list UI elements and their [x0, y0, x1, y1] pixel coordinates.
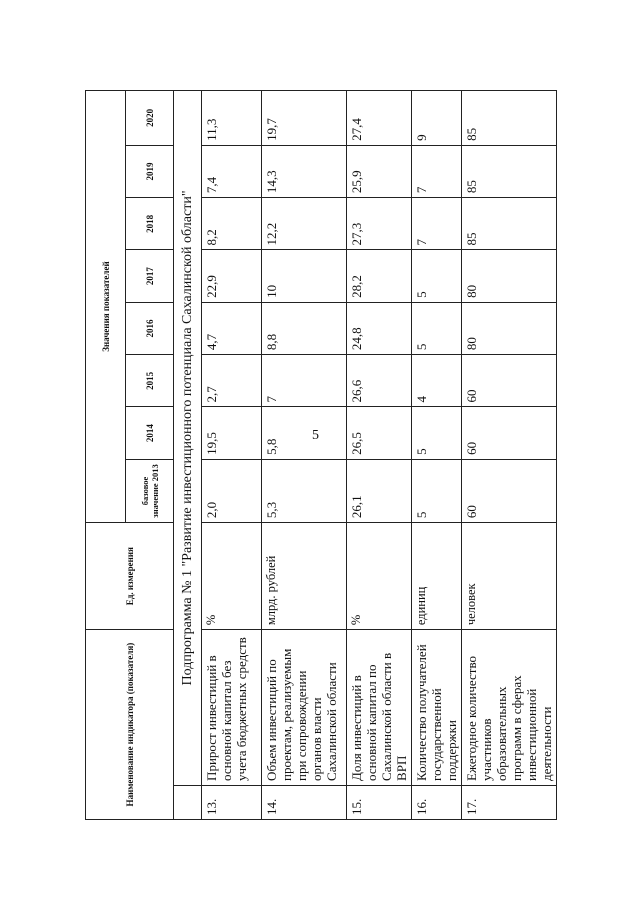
header-indicator: Наименование индикатора (показателя) — [86, 630, 174, 820]
row-name: Прирост инвестиций в основной капитал без учета бюджетных средств — [202, 630, 262, 786]
row-value: 11,3 — [202, 91, 262, 146]
row-value: 2,7 — [202, 355, 262, 407]
row-unit: % — [202, 523, 262, 630]
row-value: 85 — [462, 198, 557, 250]
row-value: 7 — [262, 355, 347, 407]
row-name: Объем инвестиций по проектам, реализуемым при сопровождении органов власти Сахалинской области — [262, 630, 347, 786]
row-number: 13. — [202, 785, 262, 819]
row-value: 60 — [462, 355, 557, 407]
row-value: 12,2 — [262, 198, 347, 250]
row-value: 80 — [462, 302, 557, 354]
table-row — [262, 91, 347, 820]
row-unit: млрд. рублей — [262, 523, 347, 630]
row-number: 14. — [262, 785, 347, 819]
header-values-group: Значения показателей — [86, 91, 126, 523]
row-name: Ежегодное количество участников образовательных программ в сферах инвестиционной деятельности — [462, 630, 557, 786]
row-unit: человек — [462, 523, 557, 630]
row-value: 5 — [412, 250, 462, 302]
row-value: 8,8 — [262, 302, 347, 354]
row-base: 60 — [462, 459, 557, 522]
table-row — [202, 91, 262, 820]
row-value: 85 — [462, 91, 557, 146]
row-value: 85 — [462, 145, 557, 197]
row-value: 4,7 — [202, 302, 262, 354]
table-row — [462, 91, 557, 820]
row-number: 15. — [347, 785, 412, 819]
indicators-table — [85, 90, 557, 820]
header-year: 2019 — [126, 145, 174, 197]
row-value: 7 — [412, 145, 462, 197]
row-value: 5 — [412, 407, 462, 459]
row-unit: % — [347, 523, 412, 630]
row-value: 25,9 — [347, 145, 412, 197]
row-value: 5 — [412, 302, 462, 354]
table-row — [347, 91, 412, 820]
row-value: 80 — [462, 250, 557, 302]
header-year: 2018 — [126, 198, 174, 250]
row-value: 7 — [412, 198, 462, 250]
row-value: 19,7 — [262, 91, 347, 146]
row-value: 27,3 — [347, 198, 412, 250]
row-value: 26,5 — [347, 407, 412, 459]
row-name: Доля инвестиций в основной капитал по Сахалинской области в ВРП — [347, 630, 412, 786]
subprogram-blank-cell — [174, 785, 202, 819]
header-year: 2015 — [126, 355, 174, 407]
row-value: 8,2 — [202, 198, 262, 250]
header-year: 2014 — [126, 407, 174, 459]
header-base: базовое значение 2013 — [126, 459, 174, 522]
row-value: 26,6 — [347, 355, 412, 407]
row-value: 4 — [412, 355, 462, 407]
table-row — [412, 91, 462, 820]
row-number: 16. — [412, 785, 462, 819]
row-value: 14,3 — [262, 145, 347, 197]
rotated-table-container — [85, 90, 554, 820]
row-base: 26,1 — [347, 459, 412, 522]
header-unit: Ед. измерения — [86, 523, 174, 630]
row-value: 28,2 — [347, 250, 412, 302]
row-value: 5,8 — [262, 407, 347, 459]
row-value: 27,4 — [347, 91, 412, 146]
row-base: 2,0 — [202, 459, 262, 522]
header-year: 2017 — [126, 250, 174, 302]
row-base: 5,3 — [262, 459, 347, 522]
row-number: 17. — [462, 785, 557, 819]
row-value: 7,4 — [202, 145, 262, 197]
header-year: 2020 — [126, 91, 174, 146]
row-value: 9 — [412, 91, 462, 146]
row-base: 5 — [412, 459, 462, 522]
row-name: Количество получателей государственной поддержки — [412, 630, 462, 786]
row-unit: единиц — [412, 523, 462, 630]
header-year: 2016 — [126, 302, 174, 354]
row-value: 24,8 — [347, 302, 412, 354]
row-value: 22,9 — [202, 250, 262, 302]
subprogram-title: Подпрограмма № 1 "Развитие инвестиционного потенциала Сахалинской области" — [174, 91, 202, 786]
page-number: 5 — [312, 428, 319, 443]
row-value: 10 — [262, 250, 347, 302]
row-value: 19,5 — [202, 407, 262, 459]
row-value: 60 — [462, 407, 557, 459]
